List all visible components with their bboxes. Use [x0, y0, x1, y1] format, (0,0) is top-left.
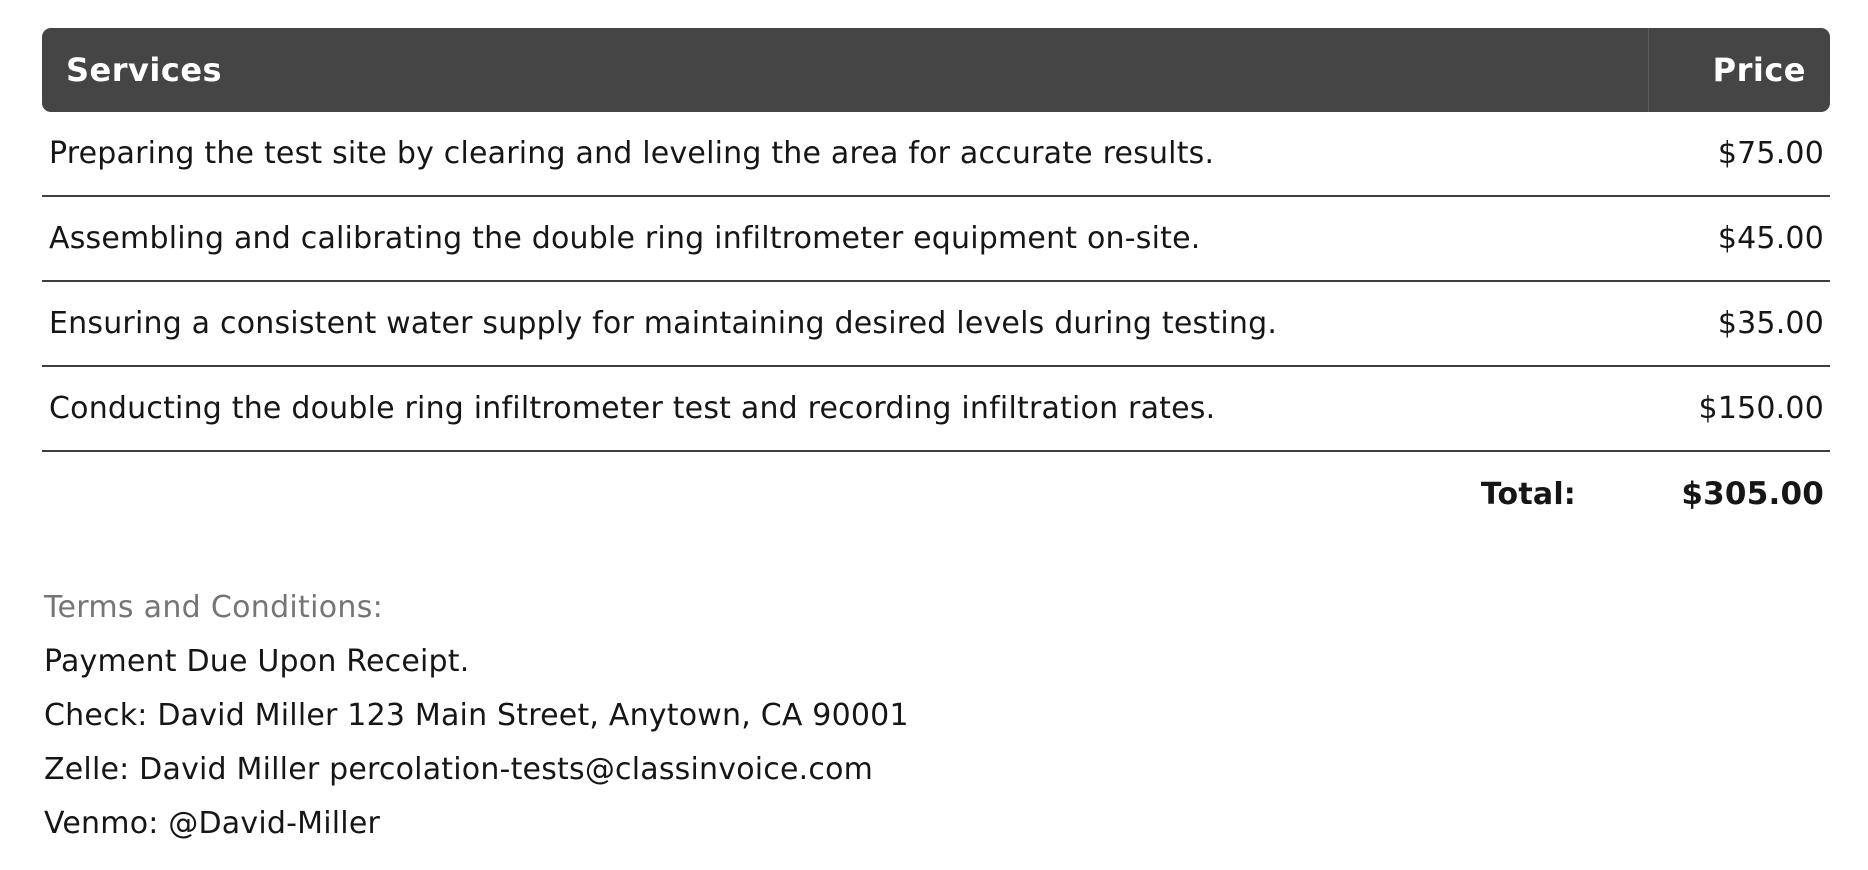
- total-label: Total:: [1480, 476, 1576, 512]
- total-row: [42, 452, 1830, 536]
- service-price: $75.00: [1648, 112, 1830, 197]
- services-column-header: Services: [42, 28, 1648, 112]
- table-row: [42, 282, 1830, 367]
- terms-line-zelle: Zelle: David Miller percolation-tests@classinvoice.com: [44, 752, 874, 787]
- services-table: [42, 28, 1830, 536]
- service-price: $35.00: [1648, 282, 1830, 367]
- service-price: $45.00: [1648, 197, 1830, 282]
- terms-line-check: Check: David Miller 123 Main Street, Anytown, CA 90001: [44, 698, 909, 733]
- total-amount: $305.00: [1681, 476, 1824, 512]
- service-description: Conducting the double ring infiltrometer test and recording infiltration rates.: [42, 367, 1648, 452]
- service-price: $150.00: [1648, 367, 1830, 452]
- terms-title: Terms and Conditions:: [44, 590, 384, 625]
- table-row: [42, 367, 1830, 452]
- service-description: Preparing the test site by clearing and leveling the area for accurate results.: [42, 112, 1648, 197]
- table-header-row: [42, 28, 1830, 112]
- terms-section: [42, 580, 1830, 851]
- terms-line-venmo: Venmo: @David-Miller: [44, 806, 381, 841]
- table-row: [42, 197, 1830, 282]
- service-description: Ensuring a consistent water supply for maintaining desired levels during testing.: [42, 282, 1648, 367]
- terms-line-payment-due: Payment Due Upon Receipt.: [44, 644, 470, 679]
- table-row: [42, 112, 1830, 197]
- service-description: Assembling and calibrating the double ring infiltrometer equipment on-site.: [42, 197, 1648, 282]
- price-column-header: Price: [1648, 28, 1830, 112]
